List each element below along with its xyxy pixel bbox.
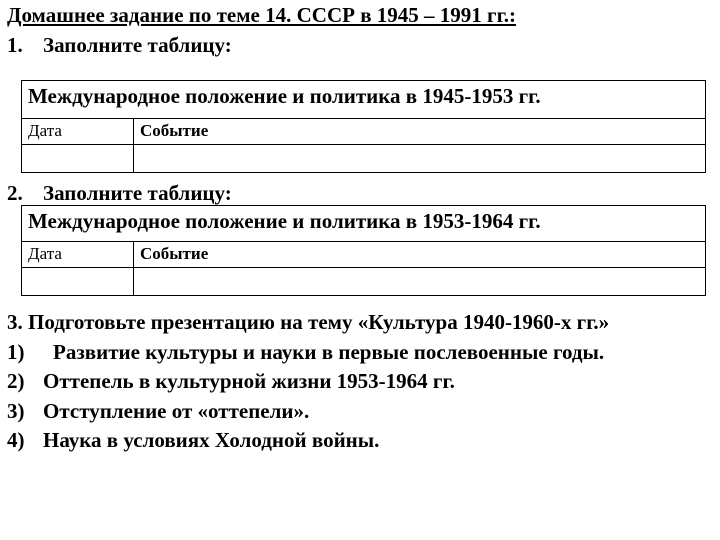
list-item: [7, 428, 609, 458]
table-2-header-date: Дата: [22, 242, 134, 268]
table-1-cell-date[interactable]: [22, 145, 134, 173]
homework-heading: Домашнее задание по теме 14. СССР в 1945 – 1991 гг.:: [7, 3, 516, 27]
table-2-cell-date[interactable]: [22, 268, 134, 296]
list-item: [7, 340, 609, 370]
task-2: [7, 181, 232, 206]
list-item-text: Оттепель в культурной жизни 1953-1964 гг.: [43, 369, 455, 393]
list-item-text: Наука в условиях Холодной войны.: [43, 428, 380, 452]
table-2: [21, 205, 706, 296]
list-item-text: Развитие культуры и науки в первые послевоенные годы.: [53, 339, 605, 364]
list-item-number: 1): [7, 339, 25, 364]
task-1-text: Заполните таблицу:: [43, 33, 232, 57]
list-item: [7, 399, 609, 429]
table-1-header-date: Дата: [22, 119, 134, 145]
table-1: [21, 80, 706, 173]
table-1-header-event: Событие: [134, 119, 706, 145]
task-1: [7, 33, 232, 58]
list-item-number: 3): [7, 398, 25, 423]
task-2-number: 2.: [7, 181, 23, 205]
task-2-text: Заполните таблицу:: [43, 181, 232, 205]
table-1-title: Международное положение и политика в 1945-1953 гг.: [22, 81, 706, 119]
list-item: [7, 369, 609, 399]
table-1-cell-event[interactable]: [134, 145, 706, 173]
table-2-cell-event[interactable]: [134, 268, 706, 296]
task-3: [7, 310, 609, 458]
table-2-header-event: Событие: [134, 242, 706, 268]
table-2-title: Международное положение и политика в 1953-1964 гг.: [22, 206, 706, 242]
list-item-number: 2): [7, 369, 25, 393]
list-item-number: 4): [7, 428, 25, 452]
task-1-number: 1.: [7, 33, 23, 57]
list-item-text: Отступление от «оттепели».: [43, 398, 310, 423]
task-3-title: 3. Подготовьте презентацию на тему «Культура 1940-1960-х гг.»: [7, 310, 610, 334]
